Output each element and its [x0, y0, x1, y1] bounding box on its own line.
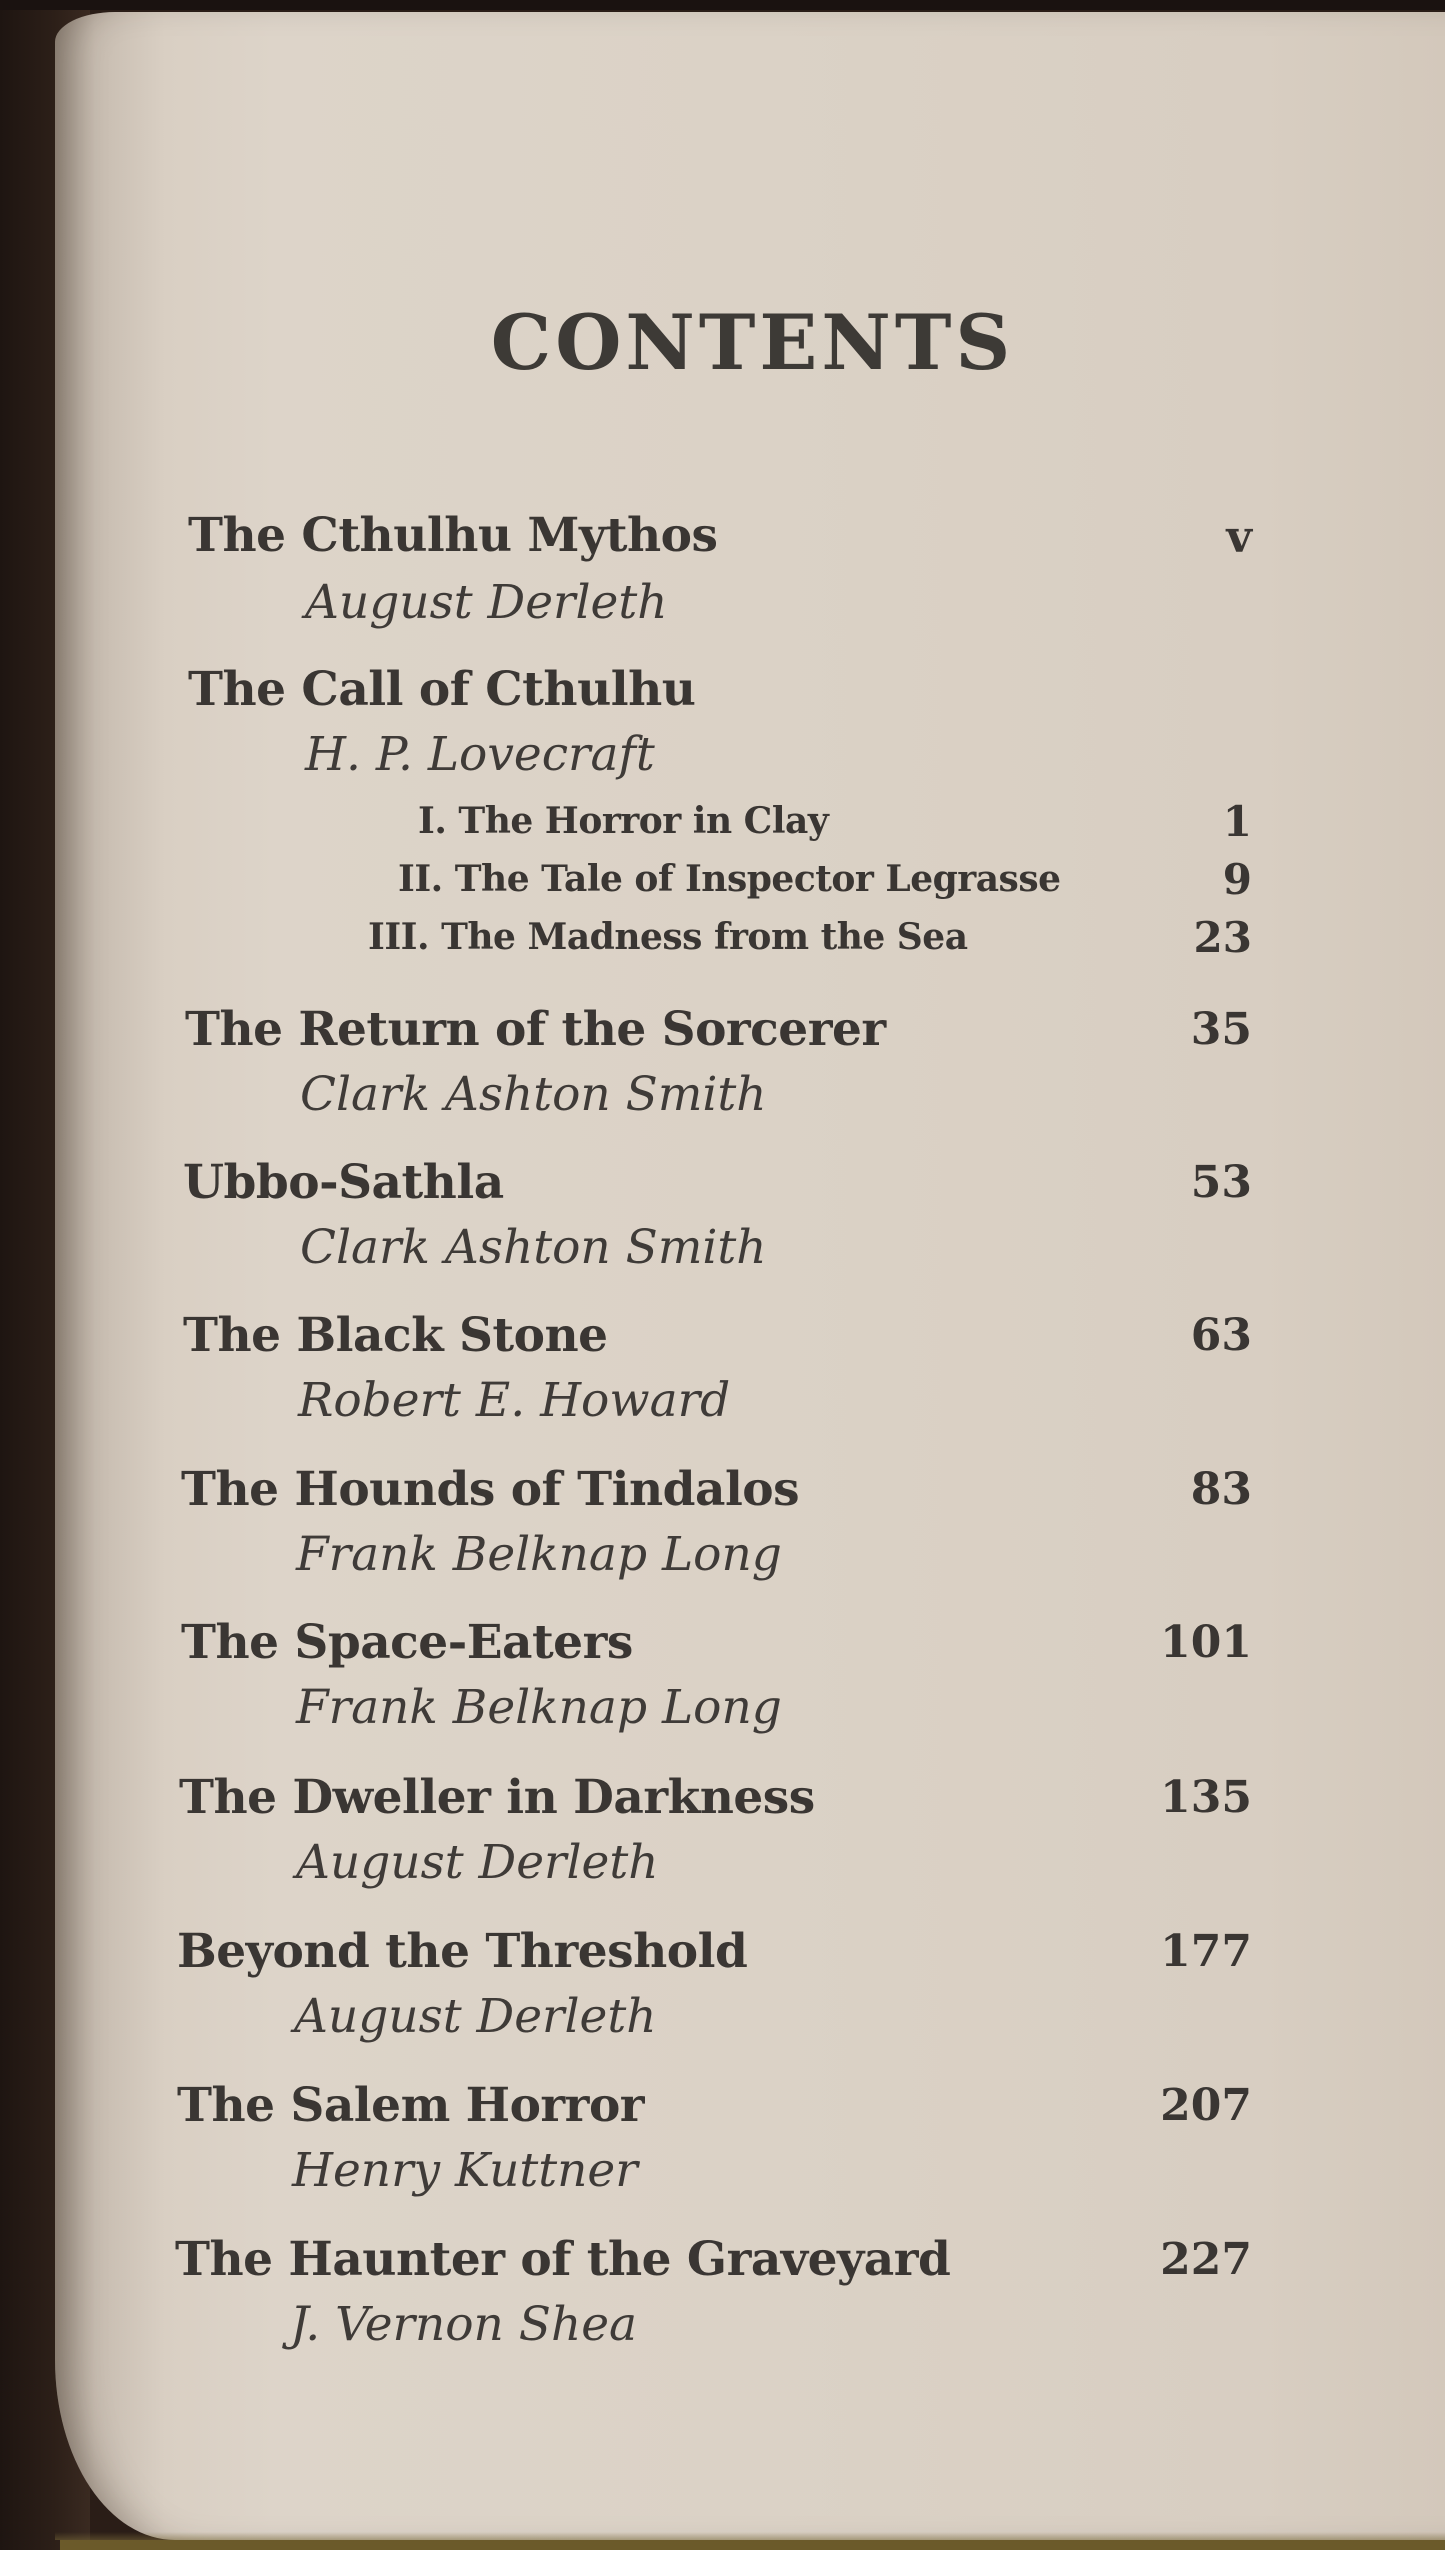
page-number: 53: [1190, 1157, 1252, 1208]
story-title: The Dweller in Darkness: [179, 1770, 815, 1825]
story-title: The Haunter of the Graveyard: [175, 2232, 951, 2287]
page-number: 207: [1160, 2080, 1252, 2131]
story-author: Frank Belknap Long: [296, 1527, 782, 1582]
section-title: II. The Tale of Inspector Legrasse: [398, 858, 1061, 900]
story-title: The Call of Cthulhu: [188, 662, 696, 717]
story-author: Clark Ashton Smith: [300, 1067, 767, 1122]
story-title: Beyond the Threshold: [177, 1924, 748, 1979]
page-number: 23: [1193, 913, 1252, 962]
page-number: 101: [1160, 1617, 1252, 1668]
page-number: 63: [1190, 1310, 1252, 1361]
page-number: 227: [1160, 2234, 1252, 2285]
story-author: August Derleth: [294, 1989, 657, 2044]
story-author: Henry Kuttner: [292, 2143, 638, 2198]
contents-heading: CONTENTS: [490, 298, 1015, 387]
story-title: Ubbo-Sathla: [183, 1155, 504, 1210]
page-number: 135: [1160, 1772, 1252, 1823]
page-number: 177: [1160, 1926, 1252, 1977]
story-author: J. Vernon Shea: [290, 2297, 638, 2352]
story-title: The Hounds of Tindalos: [181, 1462, 800, 1517]
story-title: The Cthulhu Mythos: [188, 508, 718, 563]
story-author: H. P. Lovecraft: [305, 727, 655, 782]
page-number: v: [1226, 512, 1252, 563]
story-author: August Derleth: [296, 1835, 659, 1890]
story-author: August Derleth: [305, 575, 668, 630]
story-author: Frank Belknap Long: [296, 1680, 782, 1735]
story-title: The Return of the Sorcerer: [185, 1002, 886, 1057]
page-number: 35: [1190, 1004, 1252, 1055]
section-title: I. The Horror in Clay: [418, 800, 829, 842]
story-title: The Salem Horror: [177, 2078, 645, 2133]
story-author: Clark Ashton Smith: [300, 1220, 767, 1275]
page-number: 83: [1190, 1464, 1252, 1515]
story-author: Robert E. Howard: [298, 1373, 731, 1428]
section-title: III. The Madness from the Sea: [368, 916, 968, 958]
page-number: 1: [1222, 797, 1252, 846]
page-number: 9: [1222, 855, 1252, 904]
story-title: The Space-Eaters: [181, 1615, 633, 1670]
story-title: The Black Stone: [183, 1308, 608, 1363]
